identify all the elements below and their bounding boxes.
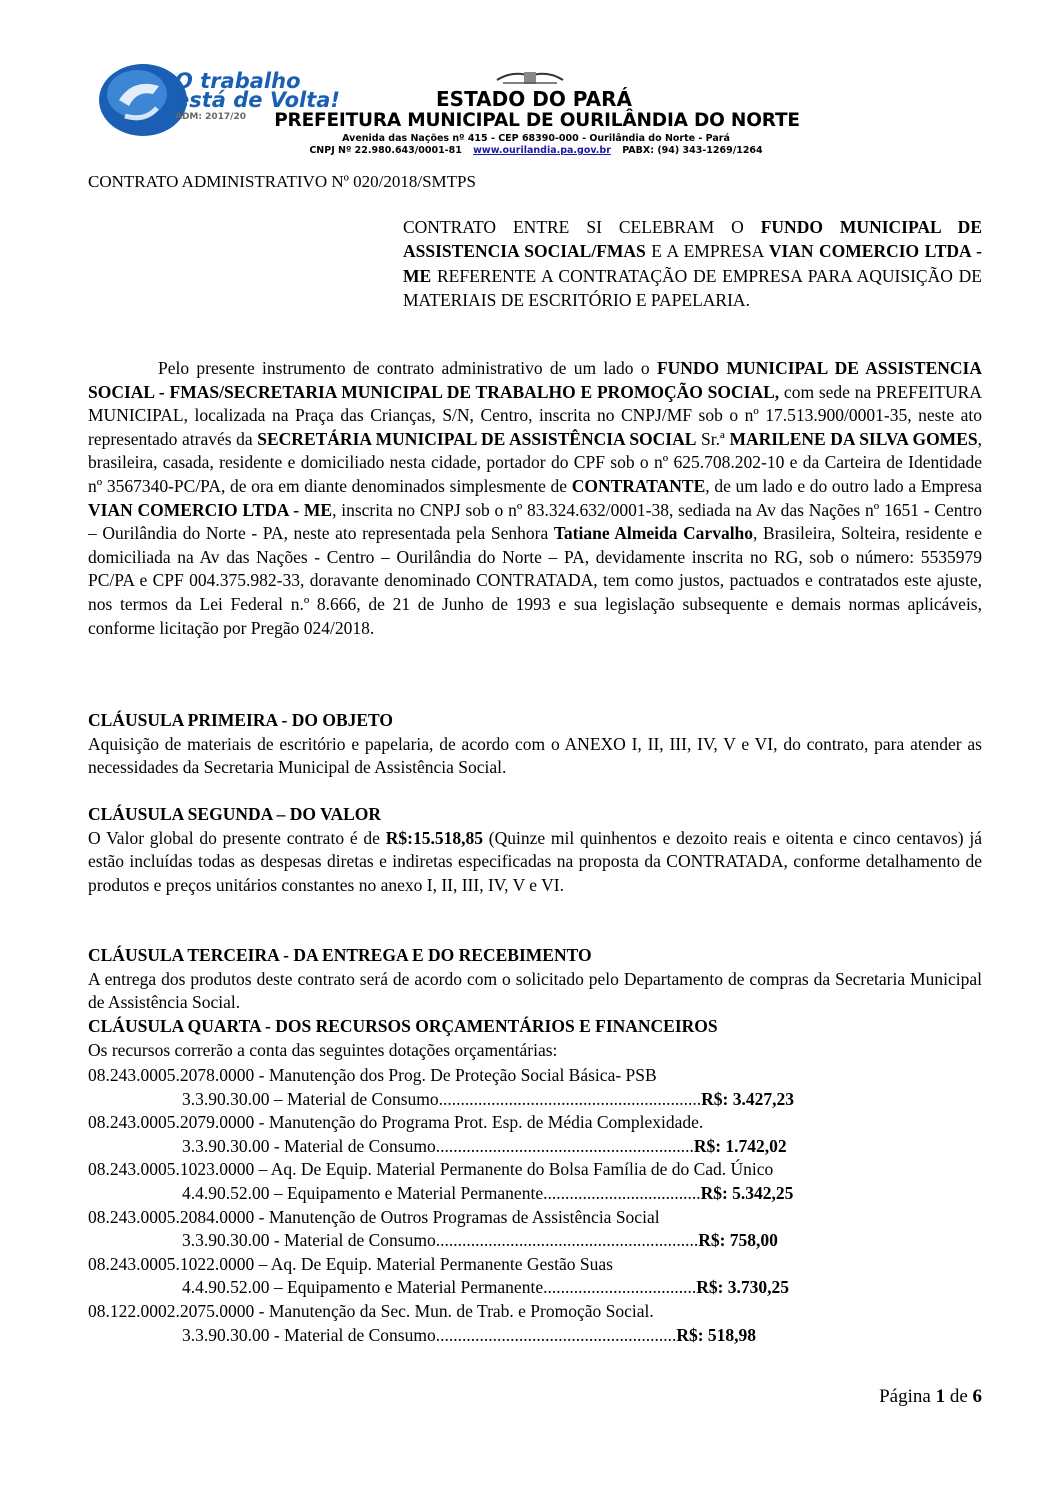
intro-text: , Brasileira, Solteira, residente e domiciliada na Av das Nações - Centro – Ourilândia do Norte – PA, devidamente inscrita no RG, sob o número: 5535979 PC/PA e CPF 004.375.982-33, doravante denominado CONTRATADA, tem como justos, pactuados e contratados este ajuste, nos termos da Lei Federal n.º 8.666, de 21 de Junho de 1993 e sua legislação subsequente e demais normas aplicáveis, conforme licitação por Pregão 024/2018. (88, 523, 982, 638)
budget-item (88, 1300, 988, 1347)
logo-adm: ADM: 2017/20 (175, 112, 246, 122)
budget-list (88, 1064, 988, 1347)
clause-4 (88, 1015, 982, 1062)
budget-line: 08.243.0005.2084.0000 - Manutenção de Outros Programas de Assistência Social (88, 1206, 660, 1227)
clause-2-text (88, 827, 982, 898)
intro-text: com sede na PREFEITURA MUNICIPAL, localizada na Praça das Crianças, S/N, Centro, inscrita no CNPJ/MF sob o nº 17.513.900/0001-35, neste ato representado através da (88, 381, 982, 449)
budget-item (88, 1158, 988, 1205)
coat-of-arms-icon (495, 68, 565, 86)
budget-amount: R$: 3.427,23 (701, 1088, 794, 1109)
clause-2-text-part: O Valor global do presente contrato é de (88, 827, 386, 848)
intro-text: , de um lado e do outro lado a Empresa (705, 475, 982, 496)
header-prefeitura: PREFEITURA MUNICIPAL DE OURILÂNDIA DO NORTE (274, 110, 800, 131)
budget-item (88, 1111, 988, 1158)
header-contact (276, 145, 796, 156)
budget-amount: R$: 5.342,25 (700, 1182, 794, 1203)
budget-amount: R$: 758,00 (698, 1230, 778, 1251)
clause-2-total-value: R$:15.518,85 (385, 827, 483, 848)
budget-subline (88, 1229, 988, 1253)
intro-contratante: CONTRATANTE (571, 475, 706, 496)
intro-secretary-title: SECRETÁRIA MUNICIPAL DE ASSISTÊNCIA SOCIAL (257, 428, 697, 449)
page-prefix: Página (879, 1386, 936, 1407)
clause-4-text: Os recursos correrão a conta das seguintes dotações orçamentárias: (88, 1039, 558, 1060)
clause-3-text: A entrega dos produtos deste contrato será de acordo com o solicitado pelo Departamento de compras da Secretaria Municipal de Assistência Social. (88, 968, 982, 1013)
header-state: ESTADO DO PARÁ (436, 87, 632, 111)
intro-text: , brasileira, casada, residente e domiciliado nesta cidade, portador do CPF sob o nº 625.708.202-10 e da Carteira de Identidade nº 3567340-PC/PA, de ora em diante denominados simplesmente de (88, 428, 982, 496)
budget-subline (88, 1324, 988, 1348)
contract-preamble (403, 215, 982, 313)
page-of: de (945, 1386, 973, 1407)
budget-amount: R$: 1.742,02 (693, 1135, 787, 1156)
logo-line2: está de Volta! (175, 88, 340, 112)
budget-subline (88, 1088, 988, 1112)
budget-amount: R$: 518,98 (676, 1324, 757, 1345)
header-fax: PABX: (94) 343-1269/1264 (622, 145, 763, 156)
budget-element: 3.3.90.30.00 – Material de Consumo............................................................ (182, 1088, 702, 1109)
intro-company: VIAN COMERCIO LTDA - ME (88, 499, 333, 520)
header-address: Avenida das Nações nº 415 - CEP 68390-000 - Ourilândia do Norte - Pará (342, 133, 730, 144)
website-link[interactable]: www.ourilandia.pa.gov.br (473, 145, 611, 156)
intro-text: , inscrita no CNPJ sob o nº 83.324.632/0001-38, sediada na Av das Nações nº 1651 - Centro – Ourilândia do Norte - PA, neste ato representada pela Senhora (88, 499, 982, 544)
preamble-fund: FUNDO MUNICIPAL DE ASSISTENCIA SOCIAL/FMAS (403, 217, 982, 262)
budget-line: 08.122.0002.2075.0000 - Manutenção da Sec. Mun. de Trab. e Promoção Social. (88, 1300, 654, 1321)
clause-4-title: CLÁUSULA QUARTA - DOS RECURSOS ORÇAMENTÁRIOS E FINANCEIROS (88, 1016, 718, 1036)
budget-element: 4.4.90.52.00 – Equipamento e Material Permanente.................................... (182, 1182, 701, 1203)
clause-1 (88, 709, 982, 780)
budget-element: 3.3.90.30.00 - Material de Consumo............................................................ (182, 1230, 699, 1251)
budget-line: 08.243.0005.2078.0000 - Manutenção dos Prog. De Proteção Social Básica- PSB (88, 1065, 657, 1085)
contract-number: CONTRATO ADMINISTRATIVO Nº 020/2018/SMTPS (88, 172, 476, 191)
budget-element: 3.3.90.30.00 - Material de Consumo........................................................... (182, 1135, 694, 1156)
budget-element: 4.4.90.52.00 – Equipamento e Material Permanente................................... (182, 1277, 697, 1298)
budget-amount: R$: 3.730,25 (696, 1277, 790, 1298)
preamble-text: CONTRATO ENTRE SI CELEBRAM O (403, 217, 761, 237)
budget-subline (88, 1276, 988, 1300)
budget-element: 3.3.90.30.00 - Material de Consumo....................................................... (182, 1324, 677, 1345)
budget-item (88, 1206, 988, 1253)
budget-subline (88, 1182, 988, 1206)
intro-paragraph (88, 357, 982, 640)
intro-text: Pelo presente instrumento de contrato administrativo de um lado o (158, 358, 657, 378)
clause-3 (88, 944, 982, 1015)
budget-line: 08.243.0005.2079.0000 - Manutenção do Programa Prot. Esp. de Média Complexidade. (88, 1112, 704, 1133)
clause-2-title: CLÁUSULA SEGUNDA – DO VALOR (88, 804, 382, 824)
clause-2 (88, 803, 982, 897)
header-cnpj: CNPJ Nº 22.980.643/0001-81 (309, 145, 462, 156)
clause-1-text: Aquisição de materiais de escritório e papelaria, de acordo com o ANEXO I, II, III, IV, V e VI, do contrato, para atender as necessidades da Secretaria Municipal de Assistência Social. (88, 733, 982, 778)
clause-2-text-part: (Quinze mil quinhentos e dezoito reais e oitenta e cinco centavos) já estão incluídas todas as despesas diretas e indiretas especificadas na proposta da CONTRATADA, conforme detalhamento de produtos e preços unitários constantes no anexo I, II, III, IV, V e VI. (88, 827, 982, 895)
preamble-company: VIAN COMERCIO LTDA - ME (403, 241, 982, 286)
page-current: 1 (935, 1386, 946, 1407)
preamble-text: E A EMPRESA (645, 241, 769, 262)
page-total: 6 (972, 1386, 982, 1407)
intro-text: Sr.ª (696, 428, 730, 449)
budget-line: 08.243.0005.1023.0000 – Aq. De Equip. Material Permanente do Bolsa Família de do Cad. Único (88, 1159, 774, 1180)
logo-line1: O trabalho (175, 69, 301, 93)
intro-secretary-name: MARILENE DA SILVA GOMES (729, 428, 978, 449)
preamble-text: REFERENTE A CONTRATAÇÃO DE EMPRESA PARA AQUISIÇÃO DE MATERIAIS DE ESCRITÓRIO E PAPELARIA. (403, 265, 982, 311)
budget-subline (88, 1135, 988, 1159)
clause-1-title: CLÁUSULA PRIMEIRA - DO OBJETO (88, 710, 394, 730)
budget-item (88, 1253, 988, 1300)
budget-line: 08.243.0005.1022.0000 – Aq. De Equip. Material Permanente Gestão Suas (88, 1253, 613, 1274)
page-number (879, 1386, 982, 1408)
clause-3-title: CLÁUSULA TERCEIRA - DA ENTREGA E DO RECEBIMENTO (88, 945, 592, 965)
budget-item (88, 1064, 988, 1111)
intro-fund: FUNDO MUNICIPAL DE ASSISTENCIA SOCIAL - FMAS/SECRETARIA MUNICIPAL DE TRABALHO E PROMOÇÃO SOCIAL, (88, 358, 982, 402)
intro-representative: Tatiane Almeida Carvalho (553, 523, 754, 544)
